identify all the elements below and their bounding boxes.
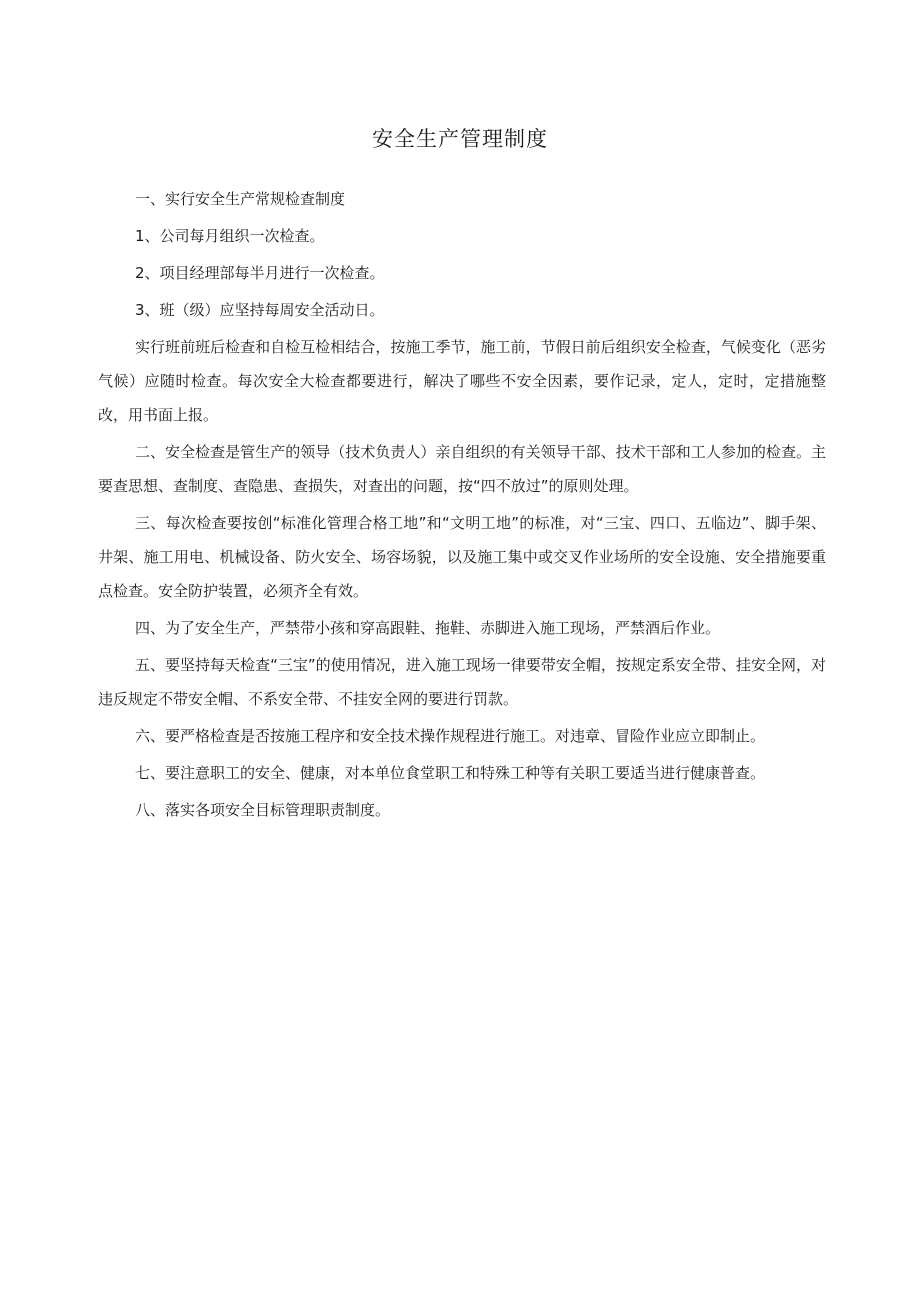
paragraph-section-7: 七、要注意职工的安全、健康，对本单位食堂职工和特殊工种等有关职工要适当进行健康普查。	[135, 764, 766, 782]
paragraph-section-1-heading: 一、实行安全生产常规检查制度	[135, 190, 346, 208]
paragraph-section-6: 六、要严格检查是否按施工程序和安全技术操作规程进行施工。对违章、冒险作业应立即制止。	[135, 727, 766, 745]
paragraph-section-5: 五、要坚持每天检查“三宝”的使用情况，进入施工现场一律要带安全帽，按规定系安全带、挂安全网，对违反规定不带安全帽、不系安全带、不挂安全网的要进行罚款。	[98, 656, 826, 708]
paragraph-item-2: 2、项目经理部每半月进行一次检查。	[135, 264, 385, 282]
paragraph-section-8: 八、落实各项安全目标管理职责制度。	[135, 801, 391, 819]
paragraph-item-1: 1、公司每月组织一次检查。	[135, 227, 325, 245]
paragraph-item-3: 3、班（级）应坚持每周安全活动日。	[135, 301, 385, 319]
paragraph-inspection-details: 实行班前班后检查和自检互检相结合，按施工季节，施工前，节假日前后组织安全检查，气候变化（恶劣气候）应随时检查。每次安全大检查都要进行，解决了哪些不安全因素，要作记录，定人，定时，定措施整改，用书面上报。	[98, 338, 826, 424]
document-title: 安全生产管理制度	[372, 127, 548, 151]
paragraph-section-2: 二、安全检查是管生产的领导（技术负责人）亲自组织的有关领导干部、技术干部和工人参加的检查。主要查思想、查制度、查隐患、查损失，对查出的问题，按“四不放过”的原则处理。	[98, 443, 826, 495]
paragraph-section-3: 三、每次检查要按创“标准化管理合格工地”和“文明工地”的标准，对“三宝、四口、五临边”、脚手架、井架、施工用电、机械设备、防火安全、场容场貌，以及施工集中或交叉作业场所的安全设施、安全措施要重点检查。安全防护装置，必须齐全有效。	[98, 514, 826, 600]
document-body	[98, 182, 826, 830]
paragraph-section-4: 四、为了安全生产，严禁带小孩和穿高跟鞋、拖鞋、赤脚进入施工现场，严禁酒后作业。	[135, 619, 721, 637]
